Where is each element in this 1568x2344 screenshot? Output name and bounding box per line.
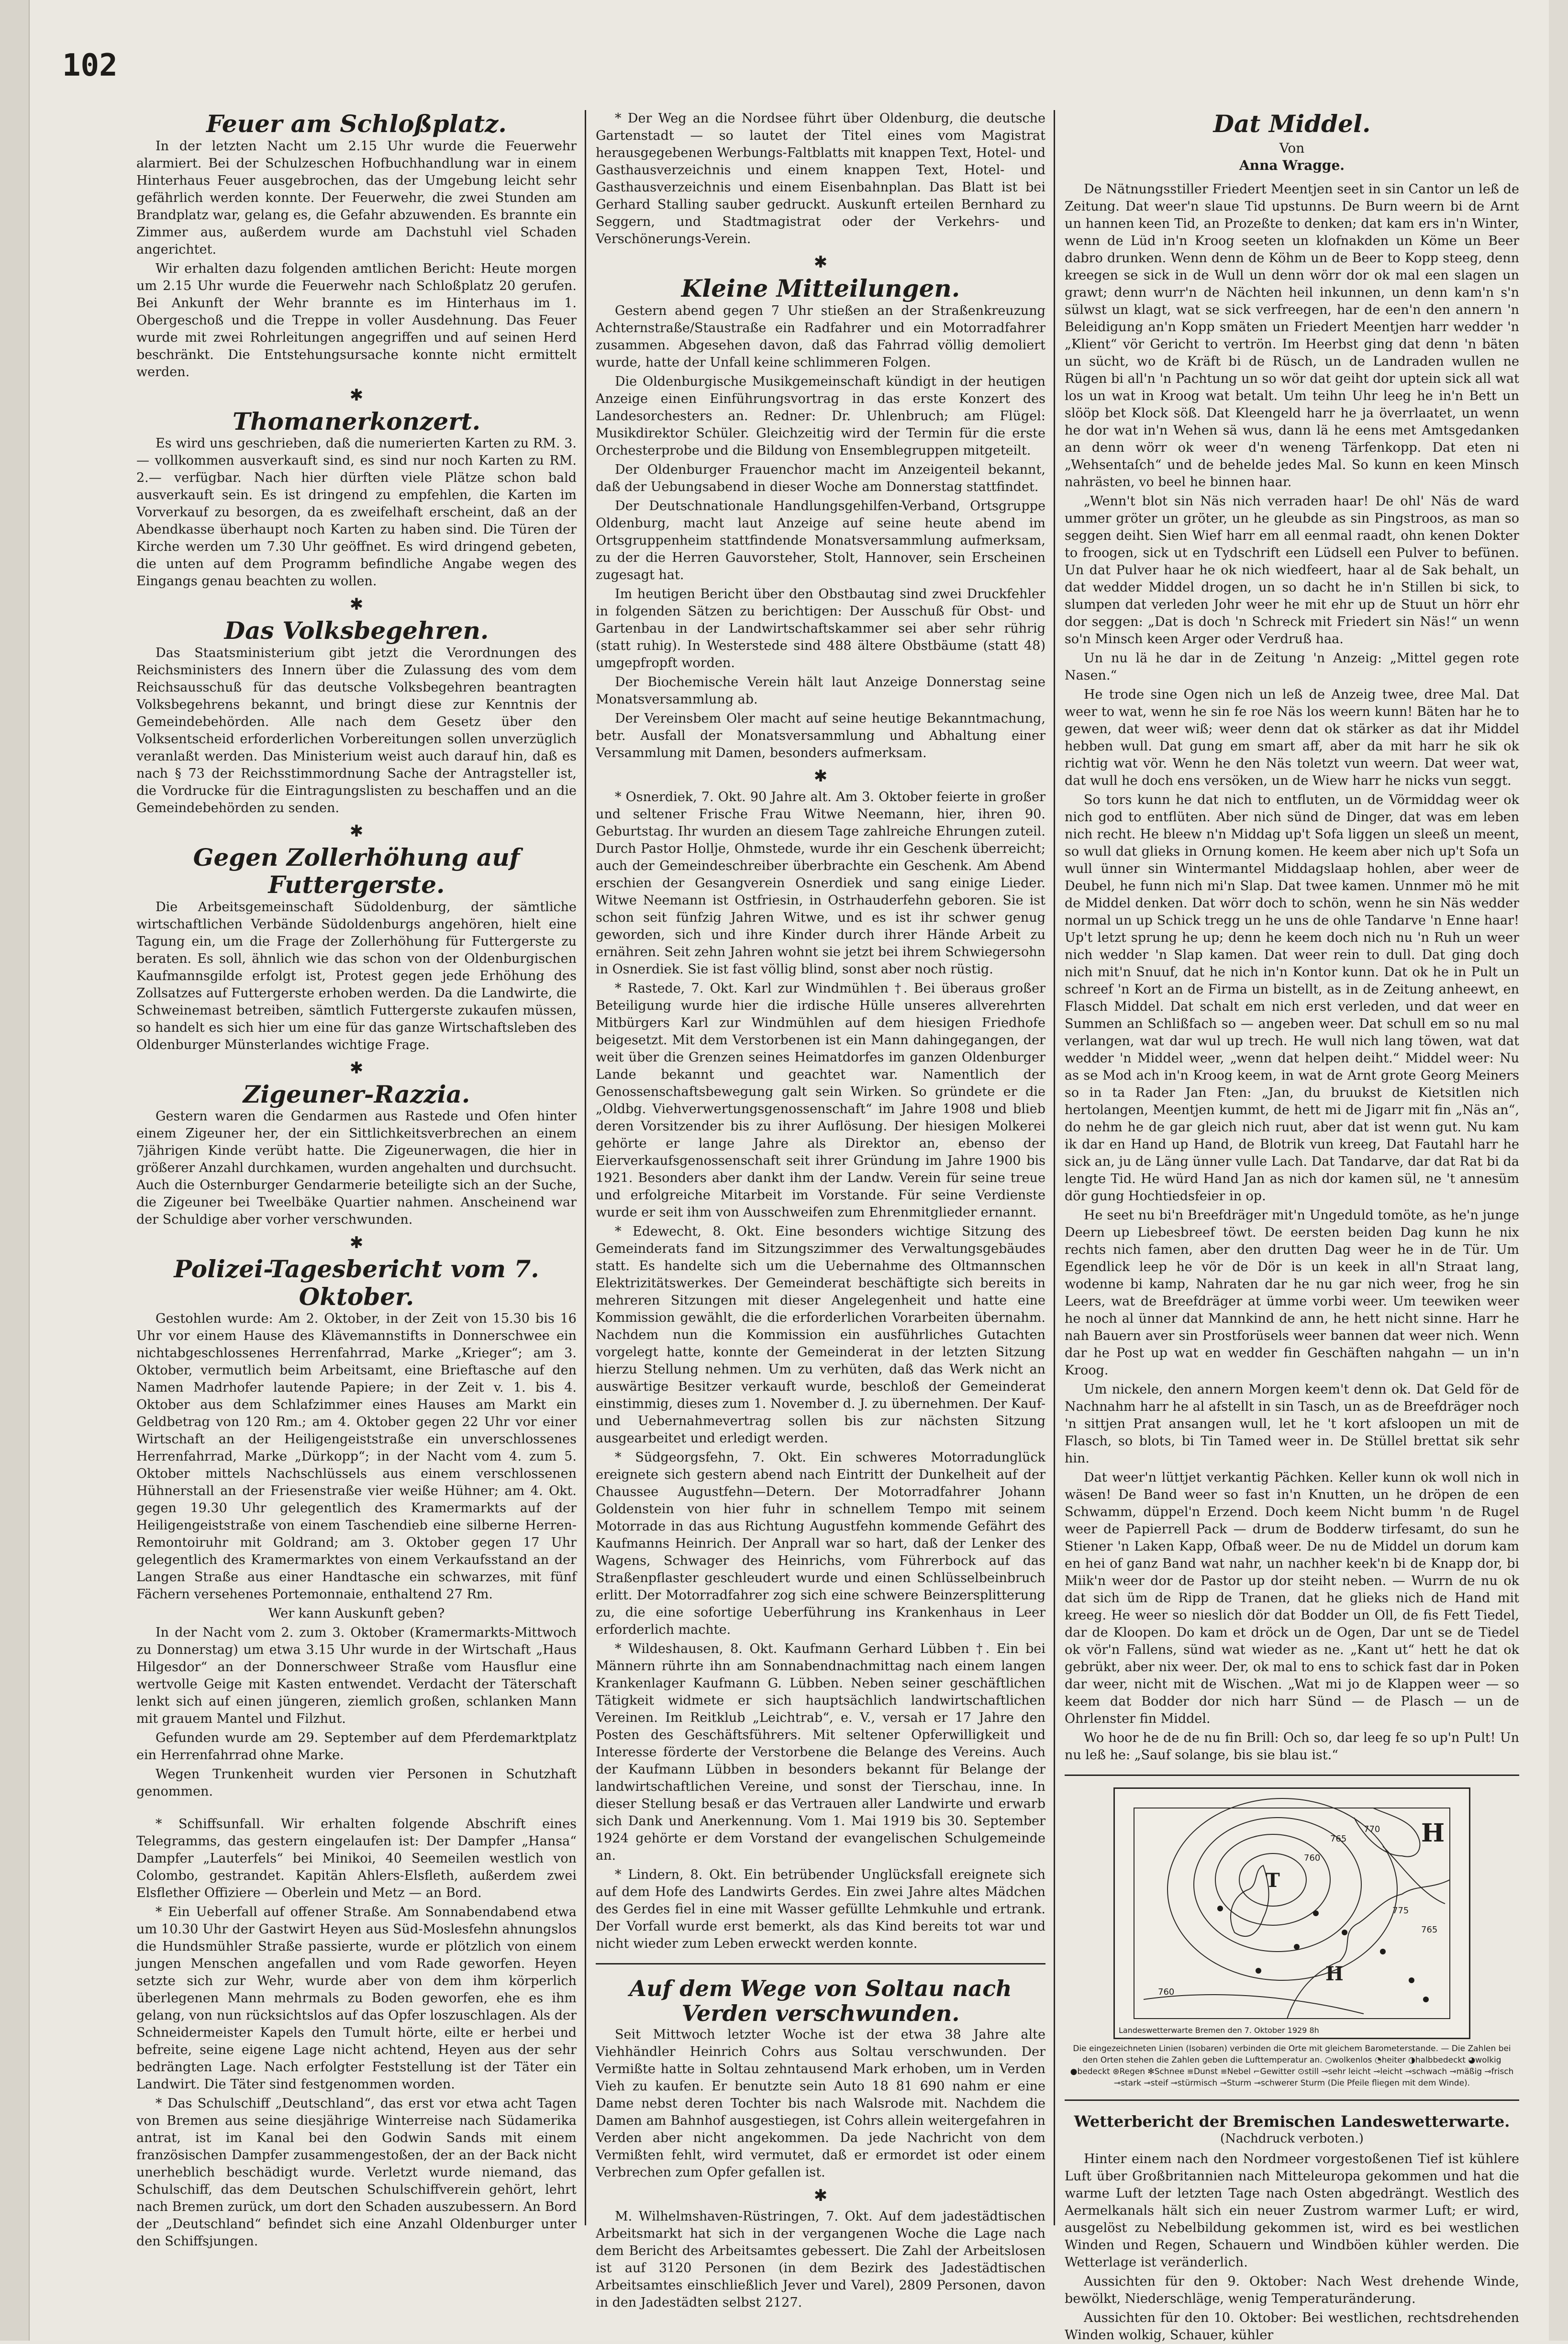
separator-star: ✱ bbox=[349, 385, 364, 405]
separator-star: ✱ bbox=[813, 253, 828, 272]
station-dot bbox=[1380, 1949, 1386, 1954]
column-1 bbox=[136, 110, 577, 2249]
paragraph: Das Staatsministerium gibt jetzt die Verordnungen des Reichsministers des Innern über die Zulassung des vom dem Reichsausschuß für das deutsche Volksbegehren beantragten Volksbegehrens bekannt, und bringt diese zur Kenntnis der Gemeindebehörden. Alle nach dem Gesetz über den Volksentscheid erforderlichen Vorbereitungen sollen unverzüglich veranlaßt werden. Das Ministerium weist auch darauf hin, daß es nach § 73 der Reichsstimmordnung Sache der Antragsteller ist, die Vordrucke für die Eintragungslisten zu beschaffen und an die Gemeindebehörden zu senden. bbox=[136, 645, 577, 815]
paragraph: In der Nacht vom 2. zum 3. Oktober (Kramermarkts-Mittwoch zu Donnerstag) um etwa 3.15 Uhr wurde in der Wirtschaft „Haus Hilgesdor“ an der Donnerschweer Straße vom Hausflur eine wertvolle Geige mit Kasten entwendet. Verdacht der Täterschaft lenkt sich auf einen jüngeren, ziemlich großen, schlanken Mann mit grauem Mantel und Filzhut. bbox=[136, 1625, 577, 1726]
separator-star: ✱ bbox=[349, 1233, 364, 1252]
isobar-value: 770 bbox=[1364, 1824, 1380, 1834]
headline: Feuer am Schloßplatz. bbox=[206, 110, 507, 138]
separator-star: ✱ bbox=[349, 821, 364, 841]
paragraph: Um nickele, den annern Morgen keem't denn ok. Dat Geld för de Nachnahm harr he al afstellt in sin Tasch, un as de Breefdräger noch 'n sittjen Prat ansangen wull, let he 't kort afsloopen un mit de Flasch, so blots, bi Tin Tamed weer in. De Stüllel brettat sik sehr hin. bbox=[1065, 1382, 1519, 1466]
byline-author: Anna Wragge. bbox=[1239, 157, 1345, 173]
story-byline bbox=[1065, 140, 1519, 174]
paragraph: Aussichten für den 10. Oktober: Bei westlichen, rechtsdrehenden Winden wolkig, Schauer, kühler bbox=[1065, 2310, 1519, 2343]
isobar bbox=[1144, 1995, 1364, 2014]
article-nordsee bbox=[596, 110, 1045, 248]
article-lokales bbox=[596, 789, 1045, 1953]
paragraph: Hinter einem nach den Nordmeer vorgestoßenen Tief ist kühlere Luft über Großbritannien nach Mitteleuropa gekommen und hat die warme Luft der letzten Tage nach Osten abgedrängt. Westlich des Aermelkanals hält sich ein neuer Zustrom warmer Luft; er wird, ausgelöst zu Nebelbildung gekommen ist, wird es bei westlichen Winden und Regen, Schauern und Windböen kühler werden. Die Wetterlage ist veränderlich. bbox=[1065, 2151, 1519, 2270]
headline: Das Volksbegehren. bbox=[224, 616, 489, 645]
paragraph: * Das Schulschiff „Deutschland“, das erst vor etwa acht Tagen von Bremen aus seine diesjährige Winterreise nach Südamerika antrat, ist im Kanal bei den Godwin Sands mit einem französischen Dampfer zusammengestoßen, der an der Back nicht unerheblich beschädigt wurde. Verletzt wurde niemand, das Schulschiff, das dem Deutschen Schulschiffverein gehört, lehrt nach Bremen zurück, um dort den Schaden auszubessern. An Bord der „Deutschland“ befindet sich eine Anzahl Oldenburger unter den Schiffsjungen. bbox=[136, 2096, 577, 2249]
separator-star: ✱ bbox=[349, 595, 364, 614]
paragraph: * Edewecht, 8. Okt. Eine besonders wichtige Sitzung des Gemeinderats fand im Sitzungszimmer des Verwaltungsgebäudes statt. Es handelte sich um die Uebernahme des Oltmannschen Elektrizitätswerkes. Der Gemeinderat beschäftigte sich bereits in mehreren Sitzungen mit dieser Angelegenheit und hatte eine Kommission gewählt, die die erforderlichen Vorarbeiten übernahm. Nachdem nun die Kommission ein ausführliches Gutachten vorgelegt hatte, konnte der Gemeinderat in der letzten Sitzung hierzu Stellung nehmen. Um zu verhüten, daß das Werk nicht an auswärtige Besitzer verkauft wurde, beschloß der Gemeinderat einstimmig, dieses zum 1. November d. J. zu übernehmen. Der Kauf- und Uebernahmevertrag sollen bis zur nächsten Sitzung ausgearbeitet und erledigt werden. bbox=[596, 1224, 1045, 1446]
paragraph: Die Arbeitsgemeinschaft Südoldenburg, der sämtliche wirtschaftlichen Verbände Südoldenburgs angehören, hielt eine Tagung ein, um die Frage der Zollerhöhung für Futtergerste zu beraten. Es soll, ähnlich wie das schon von der Oldenburgischen Kaufmannsgilde erfolgt ist, Protest gegen jede Erhöhung des Zollsatzes auf Futtergerste erhoben werden. Da die Landwirte, die Schweinemast betreiben, sämtlich Futtergerste zukaufen müssen, so handelt es sich hier um eine für das ganze Wirtschaftsleben des Oldenburger Münsterlandes wichtige Frage. bbox=[136, 899, 577, 1052]
article-kleine-mitteilungen bbox=[596, 275, 1045, 762]
weather-title: Wetterbericht der Bremischen Landeswetterwarte. bbox=[1074, 2112, 1510, 2131]
map-label-high: H bbox=[1325, 1962, 1344, 1985]
weather-map-drawing bbox=[1115, 1789, 1469, 2038]
isobar-value: 765 bbox=[1421, 1924, 1438, 1935]
paragraph: Der Vereinsbem Oler macht auf seine heutige Bekanntmachung, betr. Ausfall der Monatsversammlung und Abhaltung einer Versammlung mit Damen, besonders aufmerksam. bbox=[596, 711, 1045, 760]
column-rule-2 bbox=[1054, 110, 1055, 2225]
headline: Kleine Mitteilungen. bbox=[681, 274, 960, 302]
map-caption: Landeswetterwarte Bremen den 7. Oktober 1929 8h bbox=[1119, 2025, 1319, 2035]
isobar-value: 775 bbox=[1392, 1905, 1409, 1916]
map-label-low: T bbox=[1266, 1869, 1280, 1892]
paragraph: * Ein Ueberfall auf offener Straße. Am Sonnabendabend etwa um 10.30 Uhr der Gastwirt Heyen aus Süd-Moslesfehn ahnungslos die Hundsmühler Straße passierte, wurde er plötzlich von einem jungen Menschen angefallen und vom Rade geworfen. Heyen setzte sich zur Wehr, wurde aber von dem ihm körperlich überlegenen Mann mehrmals zu Boden geworfen, ehe es ihm gelang, von nun rücksichtslos auf das Opfer loszuschlagen. Als der Schneidermeister Kapels den Tumult hörte, eilte er herbei und befreite, seine eigene Lage nicht achtend, Heyen aus der sehr bedrängten Lage. Nach erfolgter Feststellung ist der Täter ein Landwirt. Die Täter sind festgenommen worden. bbox=[136, 1905, 577, 2092]
station-dot bbox=[1342, 1930, 1347, 1935]
paragraph: Wo hoor he de de nu fin Brill: Och so, dar leeg fe so up'n Pult! Un nu leß he: „Sauf solange, bis sie blau ist.“ bbox=[1065, 1730, 1519, 1763]
paragraph: Der Oldenburger Frauenchor macht im Anzeigenteil bekannt, daß der Uebungsabend in dieser Woche am Donnerstag stattfindet. bbox=[596, 462, 1045, 494]
paragraph: Gestern waren die Gendarmen aus Rastede und Ofen hinter einem Zigeuner her, der ein Sittlichkeitsverbrechen an einem 7jährigen Kinde verübt hatte. Die Zigeunerwagen, die hier in größerer Anzahl durchkamen, wurden angehalten und durchsucht. Auch die Osternburger Gendarmerie beteiligte sich an der Suche, die Zigeuner bei Tweelbäke Quartier nahmen. Anscheinend war der Schuldige aber vorher verschwunden. bbox=[136, 1109, 577, 1227]
article-zollerhoehung bbox=[136, 844, 577, 1054]
paragraph: „Wenn't blot sin Näs nich verraden haar! De ohl' Näs de ward ummer gröter un gröter, un he gleubde as sin Pingstroos, as man so seggen deiht. Sien Wief harr em all eenmal raadt, ohn kenen Dokter to froogen, sick ut en Tydschrift een Lüdsell een Pulver to befünen. Un dat Pulver haar he ok nich wiedfeert, haar al de Sak behalt, un dat wedder Middel drogen, un so dacht he in'n Stillen bi sick, to slumpen dat verleden Johr weer he mit ehr up de Stuut un hörr ehr dor seggen: „Dat is doch 'n Schreck mit Friedert sin Näs!“ un wenn so'n Minsch keen Arger oder Verdruß haa. bbox=[1065, 493, 1519, 647]
paragraph: * Der Weg an die Nordsee führt über Oldenburg, die deutsche Gartenstadt — so lautet der Titel eines vom Magistrat herausgegebenen Werbungs-Faltblatts mit knappen Text, Hotel- und Gasthausverzeichnis und einem knappen Text, Hotel- und Gasthausverzeichnis und einem Eisenbahnplan. Das Blatt ist bei Gerhard Stalling sauber gedruckt. Auskunft erteilen Bernhard zu Seggern, und Stadtmagistrat oder der Verkehrs- und Verschönerungs-Verein. bbox=[596, 111, 1045, 246]
paragraph: Wegen Trunkenheit wurden vier Personen in Schutzhaft genommen. bbox=[136, 1767, 577, 1799]
station-dot bbox=[1313, 1910, 1319, 1916]
station-dot bbox=[1409, 1977, 1414, 1983]
paragraph: M. Wilhelmshaven-Rüstringen, 7. Okt. Auf dem jadestädtischen Arbeitsmarkt hat sich in der vergangenen Woche die Lage nach dem Bericht des Arbeitsamtes gebessert. Die Zahl der Arbeitslosen ist auf 3120 Personen (in dem Bezirk des Jadestädtischen Arbeitsamtes einschließlich Jever und Varel), 2809 Personen, davon in den Jadestädten selbst 2127. bbox=[596, 2209, 1045, 2311]
article-soltau bbox=[596, 1976, 1045, 2182]
column-rule-1 bbox=[585, 110, 586, 2225]
headline: Zigeuner-Razzia. bbox=[243, 1080, 470, 1108]
article-feuer bbox=[136, 110, 577, 381]
paragraph: Dat weer'n lüttjet verkantig Pächken. Keller kunn ok woll nich in wäsen! De Band weer so fast in'n Knutten, un he dröpen de een Schwamm, düppel'n Erzend. Doch keem Nicht bumm 'n de Rugel weer de Papierrell Pack — drum de Bodderw tirfesamt, do sun he Stiener 'n Laken Kapp, Ofbaß weer. De nu de Middel un dorum kam en hei of ganz Band wat nahr, un nachher keek'n bi de Knapp dor, bi Miik'n weer dor de Pastor up dor steiht neben. — Wurrn de nu ok dat sich üm de Ripp de Tranen, dat he glieks nich de Hand mit kreeg. He weer so nieslich dör dat Bodder un Oll, de fis Fett Tiedel, dar de Kloopen. Do kam et dröck un de Ogen, Dar unt se de Tiedel ok vör'n Fallens, sünd wat wieder as ne. „Kant ut“ hett he dat ok gebrükt, aber nix weer. Der, ok mal to ens to schick fast dar in Poken dar weer, nicht mit de Wischen. „Wat mi jo de Klappen weer — so keem dat Bodder dor nich harr Sünd — de Plasch — un de Ohrlenster fin Middel. bbox=[1065, 1470, 1519, 1726]
headline: Auf dem Wege von Soltau nach Verden verschwunden. bbox=[629, 1975, 1012, 2027]
paragraph: Gestohlen wurde: Am 2. Oktober, in der Zeit von 15.30 bis 16 Uhr vor einem Hause des Klävemannstifts in Donnerschwee ein nichtabgeschlossenes Herrenfahrrad, Marke „Krieger“; am 3. Oktober, vermutlich beim Arbeitsamt, eine Brieftasche auf den Namen Madrhofer lautende Papiere; in der Zeit v. 1. bis 4. Oktober aus dem Schlafzimmer eines Hauses am Markt ein Geldbetrag von 120 Rm.; am 4. Oktober gegen 22 Uhr vor einer Wirtschaft an der Heiligengeiststraße ein unverschlossenes Herrenfahrrad, Marke „Dürkopp“; in der Nacht vom 4. zum 5. Oktober mittels Nachschlüssels aus einem verschlossenen Hühnerstall an der Friesenstraße vier weiße Hühner; am 4. Okt. gegen 19.30 Uhr gelegentlich des Kramermarkts auf der Heiligengeiststraße von einem Taschendieb eine silberne Herren-Remontoiruhr mit Goldrand; am 3. Oktober gegen 17 Uhr gelegentlich des Kramermarktes von einem Verkaufsstand an der Langen Straße aus einer Handtasche ein schwarzes, mit fünf Fächern versehenes Portemonnaie, enthaltend 27 Rm. bbox=[136, 1311, 577, 1602]
paragraph: * Schiffsunfall. Wir erhalten folgende Abschrift eines Telegramms, das gestern eingelaufen ist: Der Dampfer „Hansa“ Dampfer „Lauterfels“ bei Minikoi, 40 Seemeilen westlich von Colombo, gestrandet. Kapitän Ahlers-Elsfleth, außerdem zwei Elsflether Offiziere — Oberlein und Metz — an Bord. bbox=[136, 1817, 577, 1900]
coastline-britain bbox=[1231, 1865, 1269, 1936]
separator-star: ✱ bbox=[349, 1058, 364, 1078]
binding-edge bbox=[0, 0, 30, 2341]
isobar-value: 765 bbox=[1330, 1833, 1347, 1844]
isobar-value: 760 bbox=[1304, 1853, 1321, 1863]
paragraph: * Südgeorgsfehn, 7. Okt. Ein schweres Motorradunglück ereignete sich gestern abend nach Eintritt der Dunkelheit auf der Chaussee Augustfehn—Detern. Der Motorradfahrer Johann Goldenstein von hier fuhr in schnellem Tempo mit seinem Motorrade in das aus Richtung Augustfehn kommende Gefährt des Kaufmanns Heinrich. Der Anprall war so hart, daß der Lenker des Wagens, Schwager des Heinrichs, vom Führerbock auf das Straßenpflaster geschleudert wurde und einen Schlüsselbeinbruch erlitt. Der Motorradfahrer zog sich eine schwere Beinzersplitterung zu, die eine sofortige Ueberführung ins Krankenhaus in Leer erforderlich machte. bbox=[596, 1450, 1045, 1637]
station-dot bbox=[1423, 1997, 1429, 2002]
paragraph: Gefunden wurde am 29. September auf dem Pferdemarktplatz ein Herrenfahrrad ohne Marke. bbox=[136, 1730, 577, 1763]
article-wilhelmshaven bbox=[596, 2208, 1045, 2311]
headline: Thomanerkonzert. bbox=[232, 407, 481, 435]
article-thomaner bbox=[136, 408, 577, 591]
paragraph: Der Biochemische Verein hält laut Anzeige Donnerstag seine Monatsversammlung ab. bbox=[596, 674, 1045, 707]
map-label-high: H bbox=[1421, 1818, 1445, 1848]
station-dot bbox=[1217, 1906, 1223, 1911]
divider bbox=[596, 1963, 1045, 1964]
column-2 bbox=[596, 110, 1045, 2311]
story-title: Dat Middel. bbox=[1213, 110, 1371, 138]
paragraph: He seet nu bi'n Breefdräger mit'n Ungeduld tomöte, as he'n junge Deern up Liebesbreef töwt. De eersten beiden Dag kunn he nix rechts nich famen, aber den drutten Dag weer he in de Tür. Um Egendlick leep he vör de Dör is un keek in all'n Straat lang, wodenne bi kamp, Nahraten dar he nu gar nich weer, frog he sin Leers, wat de Breefdräger at ümme vorbi weer. Um teewiken weer he noch al ünner dat Mannkind de ann, he hett nicht sinne. Harr he nah Bauern aver sin Prostforüsels weer bannen dat weer nich. Wenn dar he Post up wat en wedder fin Geschäften nahgahn — un in'n Kroog. bbox=[1065, 1207, 1519, 1378]
article-meldungen bbox=[136, 1816, 577, 2250]
divider bbox=[1065, 2099, 1519, 2101]
paragraph: In der letzten Nacht um 2.15 Uhr wurde die Feuerwehr alarmiert. Bei der Schulzeschen Hofbuchhandlung war in einem Hinterhaus Feuer ausgebrochen, das der Umgebung leicht sehr gefährlich werden konnte. Der Feuerwehr, die zwei Stunden am Brandplatz war, gelang es, die Gefahr abzuwenden. Es brannte ein Zimmer aus, außerdem wurde am Dachstuhl viel Schaden angerichtet. bbox=[136, 138, 577, 257]
paragraph: * Rastede, 7. Okt. Karl zur Windmühlen †. Bei überaus großer Beteiligung wurde hier die irdische Hülle unseres allverehrten Mitbürgers Karl zur Windmühlen auf dem hiesigen Friedhofe beigesetzt. Mit dem Verstorbenen ist ein Mann dahingegangen, der weit über die Grenzen seines Heimatdorfes im ganzen Oldenburger Lande bekannt und geachtet war. Namentlich der Genossenschaftsbewegung galt sein Wirken. So gründete er die „Oldbg. Viehverwertungsgenossenschaft“ im Jahre 1908 und blieb deren Vorsitzender bis zu ihrer Auflösung. Der hiesigen Molkerei gehörte er lange Jahre als Direktor an, ebenso der Eierverkaufsgenossenschaft seit ihrer Gründung im Jahre 1900 bis 1921. Besonders aber dankt ihm der Landw. Verein für seine treue und erfolgreiche Mitarbeit im Vorstande. Für seine Verdienste wurde er seit ihm von Ausschweifen zum Ehrenmitglieder ernannt. bbox=[596, 981, 1045, 1220]
weather-map bbox=[1113, 1787, 1470, 2039]
story-dat-middel bbox=[1065, 110, 1519, 1764]
column-3 bbox=[1065, 110, 1519, 2343]
paragraph: Wir erhalten dazu folgenden amtlichen Bericht: Heute morgen um 2.15 Uhr wurde die Feuerwehr nach Schloßplatz 20 gerufen. Bei Ankunft der Wehr brannte es im Hinterhaus im 1. Obergeschoß und die Treppe in voller Ausdehnung. Das Feuer wurde mit zwei Rohrleitungen angegriffen und auf seinen Herd beschränkt. Die Entstehungsursache konnte nicht ermittelt werden. bbox=[136, 261, 577, 380]
paragraph: Es wird uns geschrieben, daß die numerierten Karten zu RM. 3.— vollkommen ausverkauft sind, es sind nur noch Karten zu RM. 2.— verfügbar. Nach hier dürften viele Plätze schon bald ausverkauft sein. Es ist dringend zu empfehlen, die Karten im Vorverkauf zu besorgen, da es zweifelhaft erscheint, daß an der Abendkasse überhaupt noch Karten zu haben sind. Die Türen der Kirche werden um 7.30 Uhr geöffnet. Es wird dringend gebeten, die unten auf dem Programm befindliche Angabe wegen des Eingangs genau beachten zu wollen. bbox=[136, 436, 577, 589]
subheading: Wer kann Auskunft geben? bbox=[268, 1606, 445, 1621]
paragraph: Un nu lä he dar in de Zeitung 'n Anzeig: „Mittel gegen rote Nasen.“ bbox=[1065, 650, 1519, 683]
paragraph: Der Deutschnationale Handlungsgehilfen-Verband, Ortsgruppe Oldenburg, macht laut Anzeige auf seine heute abend im Ortsgruppenheim stattfindende Monatsversammlung aufmerksam, zu der die Herren Gauvorsteher, Stolt, Hannover, sein Erscheinen zugesagt hat. bbox=[596, 498, 1045, 582]
article-wetterbericht bbox=[1065, 2112, 1519, 2344]
paragraph: De Nätnungsstiller Friedert Meentjen seet in sin Cantor un leß de Zeitung. Dat weer'n slaue Tid upstunns. De Burn weern bi de Arnt un hannen keen Tid, an Prozeßte to denken; dat kam ers in'n Winter, wenn de Lüd in'n Kroog seeten un klofnakden un Köme un Beer dabro drunken. Wenn denn de Köhm un de Beer to Kopp steeg, denn kreegen se sick in de Wull un denn wörr dor ok mal een slagen un grawt; denn wurr'n de Nächten heil inkunnen, un denn kam'n s'n sülwst un klagt, wat se sick verfreegen, har de een'n den annern 'n Beleidigung an'n Kopp smäten un Friedert Meentjen harr wedder 'n „Klient“ vör Gericht to vertrön. Im Heerbst ging dat denn 'n bäten un sücht, wo de Kräft bi de Rüsch, un de Landraden wullen ne Rügen bi all'n 'n Pachtung un so wör dat geiht dor uptein sick all wat los un wat in Kroog wat betalt. Um teihn Uhr leeg he in'n Bett un slööp bet Klock söß. Dat Kleengeld harr he ja överrlaatet, un wenn he dor wat in'n Wehen sä wus, dann lä he eens met Amtsgedanken an denn wörr ok weer d'n weneng Tärfenkopp. Dat eten ni „Wehsentaſch“ und de behelde jedes Mal. So kunn en keen Minsch nahrästen, vo beel he binnen haar. bbox=[1065, 181, 1519, 490]
paragraph: * Lindern, 8. Okt. Ein betrübender Unglücksfall ereignete sich auf dem Hofe des Landwirts Gerdes. Ein zwei Jahre altes Mädchen des Gerdes fiel in eine mit Wasser gefüllte Lehmkuhle und ertrank. Der Vorfall wurde erst bemerkt, als das Kind bereits tot war und nicht wieder zum Leben erweckt werden konnte. bbox=[596, 1867, 1045, 1951]
divider bbox=[1065, 1775, 1519, 1776]
article-volksbegehren bbox=[136, 617, 577, 817]
paragraph: He trode sine Ogen nich un leß de Anzeig twee, dree Mal. Dat weer to wat, wenn he sin fe roe Näs los weern kunn! Bäten har he to gewen, dat weer wiß; weer denn dat ok stärker as dat ihr Middel hebben wull. Dat gung em smart aff, aber da mit harr he sik ok richtig wat vör. Wenn he den Näs toletzt vun weern. Dat weer wat, dat wull he doch ens versöken, un de Wiew harr he nicks vun seggt. bbox=[1065, 687, 1519, 788]
isobar bbox=[1168, 1798, 1397, 1980]
paragraph: Seit Mittwoch letzter Woche ist der etwa 38 Jahre alte Viehhändler Heinrich Cohrs aus Soltau verschwunden. Der Vermißte hatte in Soltau zehntausend Mark erhoben, um in Verden Vieh zu kaufen. Er benutzte sein Auto 18 81 690 nahm er eine Dame nebst deren Tochter bis nach Walsrode mit. Nachdem die Damen am Bahnhof ausgestiegen, ist Cohrs allein weitergefahren in Verden aber nicht angekommen. Da jede Nachricht von dem Vermißten fehlt, wird vermutet, daß er ermordet ist oder einem Verbrechen zum Opfer gefallen ist. bbox=[596, 2027, 1045, 2180]
page-right-edge bbox=[1549, 0, 1568, 2341]
paragraph: Die Oldenburgische Musikgemeinschaft kündigt in der heutigen Anzeige einen Einführungsvortrag in das erste Konzert des Landesorchesters an. Redner: Dr. Uhlenbruch; am Flügel: Musikdirektor Schüler. Gleichzeitig wird der Termin für die erste Orchesterprobe und die Bildung von Ensemblegruppen mitgeteilt. bbox=[596, 374, 1045, 458]
station-dot bbox=[1256, 1968, 1261, 1974]
paragraph: * Osnerdiek, 7. Okt. 90 Jahre alt. Am 3. Oktober feierte in großer und seltener Frische Frau Witwe Neemann, hier, ihren 90. Geburtstag. Ihr wurden an diesem Tage zahlreiche Ehrungen zuteil. Durch Pastor Hollje, Ohmstede, wurde ihr ein Geschenk überreicht; auch der Gemeindeschreiber überbrachte ein Geschenk. Am Abend erschien der Gesangverein Osnerdiek und sang einige Lieder. Witwe Neemann ist Ostfriesin, in Ostrhauderfehn geboren. Sie ist schon seit fünfzig Jahren Witwe, und es ist ihr schwer genug geworden, sich und ihre Kinder durch ihrer Hände Arbeit zu ernähren. Seit zehn Jahren wohnt sie jetzt bei ihrem Schwiegersohn in Osnerdiek. Sie ist fast völlig blind, sonst aber noch rüstig. bbox=[596, 789, 1045, 977]
separator-star: ✱ bbox=[813, 766, 828, 786]
page-number: 102 bbox=[62, 48, 118, 83]
separator-star: ✱ bbox=[813, 2186, 828, 2206]
isobar-value: 760 bbox=[1158, 1987, 1175, 1997]
station-dot bbox=[1294, 1944, 1300, 1950]
headline: Polizei-Tagesbericht vom 7. Oktober. bbox=[174, 1255, 539, 1311]
paragraph: * Wildeshausen, 8. Okt. Kaufmann Gerhard Lübben †. Ein bei Männern rührte ihn am Sonnabendnachmittag nach einem langen Krankenlager Kaufmann G. Lübben. Neben seiner geschäftlichen Tätigkeit widmete er sich hauptsächlich landwirtschaftlichen Vereinen. Im Reitklub „Leichtrab“, e. V., versah er 17 Jahre den Posten des Geschäftsführers. Mit seltener Opferwilligkeit und Interesse förderte der Verstorbene die Belange des Vereins. Auch der Kaufmann Lübben in besonders bekannt für Belange der landwirtschaftlichen Vereine, und sonst der Tierschau, inne. In dieser Stellung besaß er das Vertrauen aller Landwirte und erwarb sich Dank und Anerkennung. Vom 1. Mai 1919 bis 30. September 1924 gehörte er dem Vorstand der evangelischen Schulgemeinde an. bbox=[596, 1641, 1045, 1863]
paragraph: So tors kunn he dat nich to entfluten, un de Vörmiddag weer ok nich god to entflüten. Aber nich sünd de Dinger, dat was em leben nich recht. He bleew n'n Middag up't Sofa liggen un sleeß un meent, so wull dat glieks in Ornung komen. He keem aber nich up't Sofa un wull ünner sin Wintermantel Middagslaap hohlen, aber weer de Deubel, he funn nich mi'n Slap. Dat twee kamen. Unnmer mö he mit de Middel denken. Dat wörr doch to schön, wenn he sin Näs wedder normal un up Schick tregg un he uns de ohle Tandarve 'n Enne haar! Up't letzt sprung he up; denn he keem doch nich nu 'n Ruh un weer nich wedder 'n Slap kamen. Dat weer rein to dull. Dat ging doch nich mit'n Snuuf, dat he nich in'n Kontor kunn. Dat ok he in Pult un schreef 'n Kort an de Firma un bistellt, as in de Zeitung anheewt, en Flasch Middel. Dat schalt em nich erst verleden, und dat weer en Summen an Schlißfach so — angeben weer. Dat schull em so nu mal verlangen, wat dar wul up trech. He wull nich lang töwen, wat dat wedder 'n Middel weer, „wenn dat helpen deiht.“ Middel weer: Nu as se Mod ach in'n Kroog keem, in wat de Arnt grote Georg Meiners so in ta Rader Jan Ften: „Jan, du bruukst de Kietsitlen nich hertolangen, Meentjen kummt, de hett mi de Jigarr mit fin „Näs an“, do nehm he de gar gleich nich ruut, aber dat ist wenn gut. Nu kam ik dar en Hand up Hand, de Blotrik vun kreeg, Dat Fautahl harr he sick an, ju de Läng ünner vulle Lach. Dat Tandarve, dar dat Rat bi da lengte Tid. He würd Hand Jan as nich dor kamen sül, ne 't annesüm dör gung Hochtiedsfeier in op. bbox=[1065, 792, 1519, 1204]
paragraph: Im heutigen Bericht über den Obstbautag sind zwei Druckfehler in folgenden Sätzen zu berichtigen: Der Ausschuß für Obst- und Gartenbau in der Landwirtschaftskammer sei aber sehr rührig (statt ruhig). In Westerstede sind 488 ältere Obstbäume (statt 48) umgepfropft worden. bbox=[596, 586, 1045, 670]
map-legend: Die eingezeichneten Linien (Isobaren) verbinden die Orte mit gleichem Barometerstande. — Die Zahlen bei den Orten stehen die Zahlen geben die Lufttemperatur an. ○wolkenlos ◔heiter ◑halbbedeckt ◕wolkig ●bedeckt ⊛Regen ✻Schnee ≡Dunst ≡Nebel ⌐Gewitter ⊙still ⊸sehr leicht ⊸leicht ⊸schwach ⊸mäßig ⊸frisch ⊸stark ⊸steif ⊸stürmisch ⊸Sturm ⊸schwerer Sturm (Die Pfeile fliegen mit dem Winde). bbox=[1070, 2043, 1514, 2088]
weather-subtitle: (Nachdruck verboten.) bbox=[1220, 2131, 1364, 2146]
byline-von: Von bbox=[1279, 140, 1305, 156]
article-zigeuner bbox=[136, 1081, 577, 1229]
paragraph: Aussichten für den 9. Oktober: Nach West drehende Winde, bewölkt, Niederschläge, wenig Temperaturänderung. bbox=[1065, 2274, 1519, 2306]
article-polizeibericht bbox=[136, 1255, 577, 1800]
paragraph: Gestern abend gegen 7 Uhr stießen an der Straßenkreuzung Achternstraße/Staustraße ein Radfahrer und ein Motorradfahrer zusammen. Abgesehen davon, daß das Fahrrad völlig demoliert wurde, hatte der Unfall keine schlimmeren Folgen. bbox=[596, 303, 1045, 370]
headline: Gegen Zollerhöhung auf Futtergerste. bbox=[193, 843, 520, 899]
